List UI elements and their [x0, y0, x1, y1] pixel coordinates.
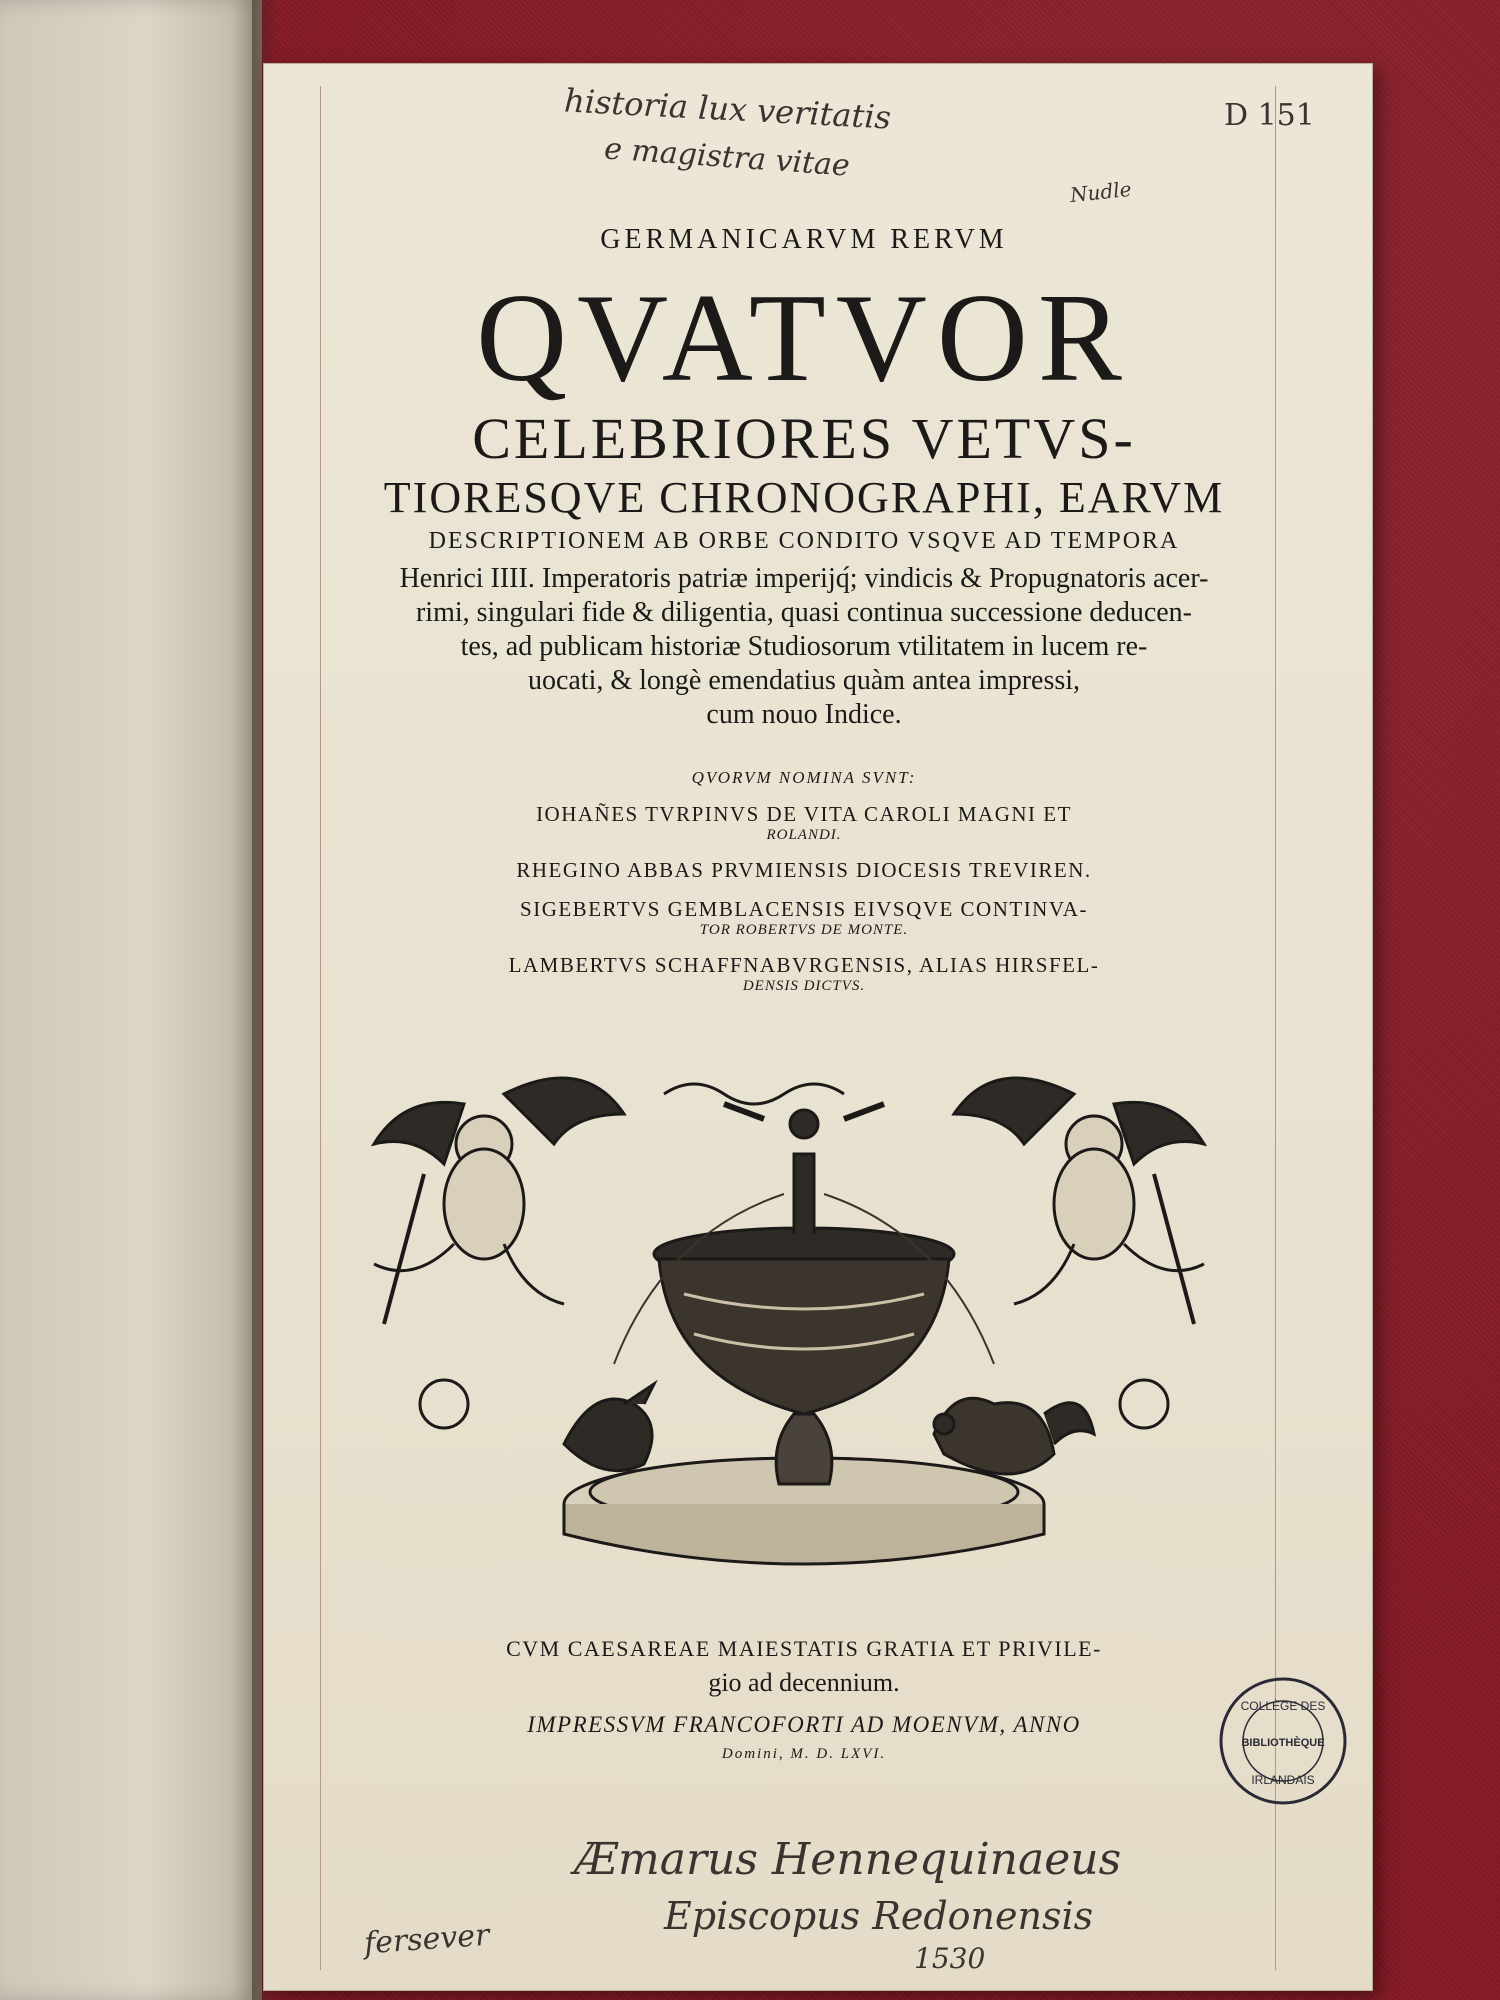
eagle — [564, 1384, 654, 1471]
body-line: tes, ad publicam historiæ Studiosorum vtilitatem in lucem re- — [460, 631, 1148, 662]
chronographer-name: RHEGINO ABBAS PRVMIENSIS DIOCESIS TREVIREN. — [516, 858, 1092, 882]
title-line-4 — [324, 528, 1284, 555]
privilege-line — [324, 1636, 1284, 1662]
body-line: cum nouo Indice. — [706, 699, 902, 730]
imprint-date — [324, 1746, 1284, 1763]
woodcut-fountain-vignette — [364, 1074, 1244, 1594]
stamp-middle-text: BIBLIOTHÈQUE — [1241, 1737, 1325, 1749]
privilege-text-2: gio ad decennium. — [708, 1668, 900, 1697]
library-stamp — [1216, 1674, 1350, 1808]
chronographer-entry — [324, 858, 1284, 883]
handwritten-motto-line1: historia lux veritatis — [563, 81, 893, 137]
body-line: Henrici IIII. Imperatoris patriæ imperijq́; vindicis & Propugnatoris acer- — [399, 563, 1209, 594]
names-heading — [324, 768, 1284, 788]
body-line: uocati, & longè emendatius quàm antea impressi, — [527, 665, 1081, 696]
owner-inscription-line1: Æmarus Hennequinaeus — [574, 1834, 1122, 1885]
chronographer-name-cont: TOR ROBERTVS DE MONTE. — [699, 922, 909, 938]
names-heading-text: QVORVM NOMINA SVNT: — [691, 768, 917, 787]
body-line: rimi, singulari fide & diligentia, quasi continua successione deducen- — [415, 597, 1192, 628]
title-body — [324, 562, 1284, 732]
imprint-text: IMPRESSVM FRANCOFORTI AD MOENVM, ANNO — [527, 1712, 1081, 1737]
supertitle-text: GERMANICARVM RERVM — [600, 224, 1008, 255]
imprint-date-text: Domini, M. D. LXVI. — [721, 1746, 887, 1762]
chronographer-name: IOHAÑES TVRPINVS DE VITA CAROLI MAGNI ET — [536, 802, 1072, 826]
title-line-2 — [324, 406, 1284, 471]
chronographer-name-cont: ROLANDI. — [766, 827, 842, 843]
flourish-ornament — [664, 1084, 844, 1104]
chronographer-name-cont: DENSIS DICTVS. — [742, 978, 866, 994]
chronographer-name: LAMBERTVS SCHAFFNABVRGENSIS, ALIAS HIRSFEL- — [508, 953, 1100, 977]
main-title — [324, 269, 1284, 408]
corner-signature: fersever — [362, 1917, 491, 1962]
title-line-3 — [324, 473, 1284, 522]
chronographer-entry — [324, 802, 1284, 844]
stamp-top-text: COLLÈGE DES — [1240, 1699, 1326, 1713]
chronographer-entry — [324, 897, 1284, 939]
owner-inscription-line2: Episcopus Redonensis — [664, 1894, 1094, 1938]
right-putto — [954, 1078, 1204, 1428]
main-title-text: QVATVOR — [476, 269, 1132, 408]
title-line-4-text: DESCRIPTIONEM AB ORBE CONDITO VSQVE AD TEMPORA — [428, 528, 1180, 554]
handwritten-motto-line2: e magistra vitae — [603, 131, 851, 184]
privilege-line-2 — [324, 1668, 1284, 1698]
owner-inscription-year: 1530 — [914, 1942, 986, 1975]
rooster — [934, 1398, 1094, 1474]
imprint-line — [324, 1712, 1284, 1738]
shelfmark: D 151 — [1224, 98, 1315, 133]
margin-note: Nudle — [1068, 176, 1133, 208]
facing-blank-page — [0, 0, 262, 2000]
stamp-bottom-text: IRLANDAIS — [1251, 1773, 1315, 1787]
title-line-2-text: CELEBRIORES VETVS- — [472, 406, 1136, 471]
left-putto — [374, 1078, 624, 1428]
supertitle — [324, 224, 1284, 256]
title-line-3-text: TIORESQVE CHRONOGRAPHI, EARVM — [383, 473, 1225, 522]
privilege-text: CVM CAESAREAE MAIESTATIS GRATIA ET PRIVILE- — [506, 1636, 1102, 1661]
chronographer-name: SIGEBERTVS GEMBLACENSIS EIVSQVE CONTINVA- — [520, 897, 1088, 921]
ruled-margin-left — [320, 86, 321, 1970]
title-page — [264, 64, 1372, 1990]
chronographer-entry — [324, 953, 1284, 995]
chronographer-list — [324, 802, 1284, 1009]
